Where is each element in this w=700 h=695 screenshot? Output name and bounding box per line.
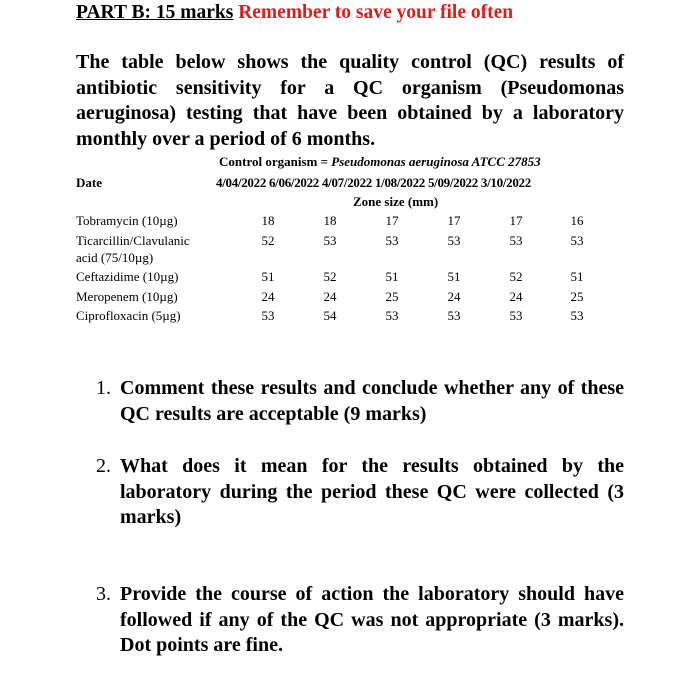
- antibiotic-name: Ticarcillin/Clavulanic: [76, 233, 190, 248]
- zone-value: 18: [323, 213, 337, 228]
- zone-value: 24: [447, 289, 461, 304]
- save-reminder: Remember to save your file often: [238, 2, 514, 23]
- control-organism-name: Pseudomonas aeruginosa ATCC 27853: [331, 154, 541, 169]
- zone-value: 51: [447, 269, 461, 284]
- zone-value: 53: [323, 233, 337, 248]
- zone-value: 51: [261, 269, 275, 284]
- question-text: Provide the course of action the laboratory should have followed if any of the QC was not appropriate (3 marks). Dot points are fine.: [120, 583, 624, 656]
- zone-value: 16: [570, 213, 584, 228]
- zone-value: 52: [509, 269, 523, 284]
- zone-value: 52: [261, 233, 275, 248]
- zone-value: 53: [385, 233, 399, 248]
- zone-value: 53: [570, 308, 584, 323]
- question-item: [96, 454, 624, 531]
- zone-value: 53: [385, 308, 399, 323]
- zone-value: 17: [447, 213, 461, 228]
- zone-value: 18: [261, 213, 275, 228]
- question-item: [96, 582, 624, 659]
- antibiotic-name-cont: acid (75/10µg): [76, 250, 154, 265]
- zone-value: 53: [447, 233, 461, 248]
- zone-value: 25: [385, 289, 399, 304]
- question-item: [96, 376, 624, 427]
- zone-value: 17: [385, 213, 399, 228]
- question-number: 1.: [96, 377, 111, 399]
- zone-value: 25: [570, 289, 584, 304]
- zone-value: 53: [509, 233, 523, 248]
- antibiotic-name: Meropenem (10µg): [76, 289, 178, 304]
- zone-value: 51: [570, 269, 584, 284]
- zone-value: 53: [447, 308, 461, 323]
- zone-value: 24: [323, 289, 337, 304]
- question-text: What does it mean for the results obtained by the laboratory during the period these QC were collected (3 marks): [120, 455, 624, 528]
- control-organism-line: [219, 154, 541, 169]
- question-number: 2.: [96, 455, 111, 477]
- zone-value: 24: [509, 289, 523, 304]
- zone-value: 52: [323, 269, 337, 284]
- date-header-row: [216, 175, 531, 190]
- antibiotic-name: Ceftazidime (10µg): [76, 269, 179, 284]
- question-text: Comment these results and conclude whether any of these QC results are acceptable (9 marks): [120, 377, 624, 425]
- qc-results-table: [0, 0, 700, 340]
- zone-value: 17: [509, 213, 523, 228]
- zone-size-label: Zone size (mm): [353, 194, 439, 209]
- date-2: 6/06/2022: [268, 175, 320, 190]
- date-label: Date: [76, 175, 102, 190]
- date-5: 5/09/2022: [427, 175, 478, 190]
- date-6: 3/10/2022: [480, 175, 531, 190]
- antibiotic-name: Ciprofloxacin (5µg): [76, 308, 181, 323]
- intro-paragraph: The table below shows the quality control (QC) results of antibiotic sensitivity for a QC organism (Pseudomonas aeruginosa) testing that have been obtained by a laboratory monthly over a period of 6 months.: [76, 51, 624, 150]
- antibiotic-name: Tobramycin (10µg): [76, 213, 178, 228]
- date-1: 4/04/2022: [216, 175, 267, 190]
- control-organism-label: Control organism =: [219, 154, 332, 169]
- zone-value: 51: [385, 269, 399, 284]
- zone-value: 53: [509, 308, 523, 323]
- date-3: 4/07/2022: [321, 175, 372, 190]
- zone-value: 24: [261, 289, 275, 304]
- zone-value: 53: [261, 308, 275, 323]
- question-number: 3.: [96, 583, 111, 605]
- zone-value: 54: [323, 308, 337, 323]
- part-title: PART B: 15 marks: [76, 2, 234, 23]
- date-4: 1/08/2022: [374, 175, 425, 190]
- zone-value: 53: [570, 233, 584, 248]
